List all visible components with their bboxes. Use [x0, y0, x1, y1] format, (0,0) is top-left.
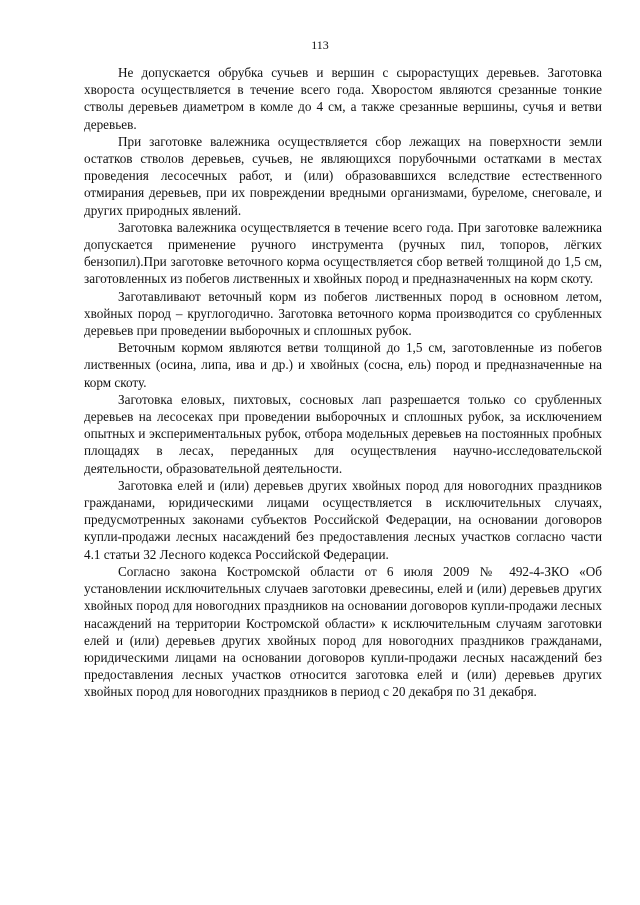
paragraph-deadwood-harvesting: Заготовка валежника осуществляется в течение всего года. При заготовке валежника допускается применение ручного инструмента (ручных пил, топоров, лёгких бензопил).При заготовке веточного корма осуществляется сбор ветвей толщиной до 1,5 см, заготовленных из побегов лиственных и хвойных пород и предназначенных на корм скоту.: [84, 219, 602, 287]
paragraph-kostroma-law: Согласно закона Костромской области от 6 июля 2009 № 492-4-ЗКО «Об установлении исключительных случаев заготовки древесины, елей и (или) деревьев других хвойных пород для новогодних праздников на основании договоров купли-продажи лесных насаждений на территории Костромской области» к исключительным случаям заготовки елей и (или) деревьев других хвойных пород для новогодних праздников гражданами, юридическими лицами на основании договоров купли-продажи лесных насаждений без предоставления лесных участков относится заготовка елей и (или) деревьев других хвойных пород для новогодних праздников в период с 20 декабря по 31 декабря.: [84, 563, 602, 700]
paragraph-deadwood-definition: При заготовке валежника осуществляется сбор лежащих на поверхности земли остатков стволов деревьев, сучьев, не являющихся порубочными остатками в местах проведения лесосечных работ, и (или) образовавшихся вследствие естественного отмирания деревьев, при их повреждении вредными организмами, буреломе, снеговале, и других природных явлений.: [84, 133, 602, 218]
paragraph-branch-cutting: Не допускается обрубка сучьев и вершин с сырорастущих деревьев. Заготовка хвороста осуществляется в течение всего года. Хворостом являются срезанные тонкие стволы деревьев диаметром в комле до 4 см, а также срезанные вершины, сучья и ветви деревьев.: [84, 65, 602, 132]
paragraph-branch-fodder-season: Заготавливают веточный корм из побегов лиственных пород в основном летом, хвойных пород – круглогодично. Заготовка веточного корма производится со срубленных деревьев при проведении выборочных и сплошных рубок.: [84, 288, 602, 339]
paragraph-branch-fodder-definition: Веточным кормом являются ветви толщиной до 1,5 см, заготовленные из побегов лиственных (осина, липа, ива и др.) и хвойных (сосна, ель) пород и предназначенные на корм скоту.: [84, 340, 602, 390]
paragraph-conifer-branches: Заготовка еловых, пихтовых, сосновых лап разрешается только со срубленных деревьев на лесосеках при проведении выборочных и сплошных рубок, за исключением опытных и экспериментальных рубок, отбора модельных деревьев на постоянных пробных площадях в лесах, переданных для осуществления научно-исследовательской деятельности, образовательной деятельности.: [84, 391, 602, 476]
page-number: 113: [311, 38, 329, 52]
paragraph-new-year-trees: Заготовка елей и (или) деревьев других хвойных пород для новогодних праздников гражданами, юридическими лицами осуществляется в исключительных случаях, предусмотренных законами субъектов Российской Федерации, на основании договоров купли-продажи лесных насаждений без предоставления лесных участков согласно части 4.1 статьи 32 Лесного кодекса Российской Федерации.: [84, 477, 602, 562]
page-body: [84, 64, 602, 701]
